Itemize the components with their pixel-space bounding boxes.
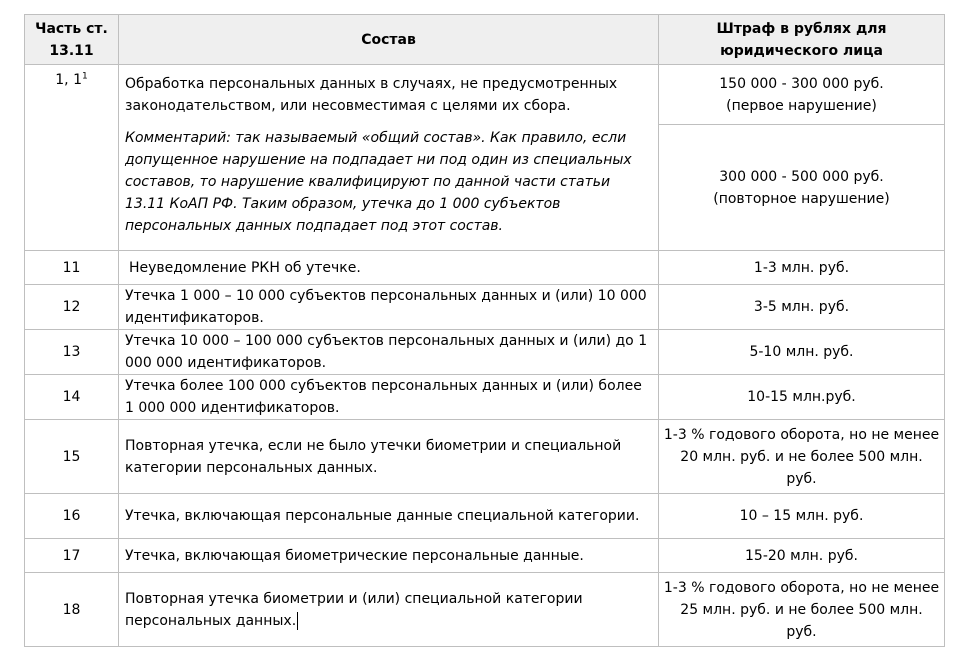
table-row (25, 539, 945, 573)
table-row (25, 494, 945, 539)
part-cell: 11 (25, 251, 119, 285)
composition-cell (119, 251, 659, 285)
part-cell: 15 (25, 420, 119, 494)
fine-repeat-note: (повторное нарушение) (713, 190, 890, 207)
fines-table (24, 14, 945, 647)
fine-repeat-amount: 300 000 - 500 000 руб. (719, 168, 884, 185)
fine-cell: 5-10 млн. руб. (659, 330, 945, 375)
part-number: 1, 1 (55, 72, 82, 88)
comment-text: Комментарий: так называемый «общий состав». Как правило, если допущенное нарушение на подпадает ни под один из специальных составов, то нарушение квалифицируют по данной части статьи 13.11 КоАП РФ. Таким образом, утечка до 1 000 субъектов персональных данных подпадает под этот состав. (125, 130, 632, 234)
part-cell: 13 (25, 330, 119, 375)
composition-cell: Утечка более 100 000 субъектов персональных данных и (или) более 1 000 000 идентификаторов. (119, 375, 659, 420)
fine-cell-repeat (659, 125, 945, 251)
table-row (25, 375, 945, 420)
table-row (25, 251, 945, 285)
table-row (25, 65, 945, 125)
composition-cell: Повторная утечка, если не было утечки биометрии и специальной категории персональных данных. (119, 420, 659, 494)
composition-cell: Утечка, включающая биометрические персональные данные. (119, 539, 659, 573)
part-cell (25, 65, 119, 251)
fine-first-note: (первое нарушение) (726, 97, 877, 114)
header-composition: Состав (119, 15, 659, 65)
part-superscript: 1 (81, 71, 88, 82)
table-row (25, 285, 945, 330)
table-row (25, 420, 945, 494)
composition-cell (119, 573, 659, 647)
fine-cell: 3-5 млн. руб. (659, 285, 945, 330)
part-cell: 12 (25, 285, 119, 330)
fine-first-amount: 150 000 - 300 000 руб. (719, 75, 884, 92)
part-cell: 16 (25, 494, 119, 539)
table-row (25, 573, 945, 647)
composition-text: Обработка персональных данных в случаях, не предусмотренных законодательством, или несовместимая с целями их сбора. (125, 76, 618, 114)
fine-cell: 1-3 % годового оборота, но не менее 20 млн. руб. и не более 500 млн. руб. (659, 420, 945, 494)
fine-cell: 1-3 % годового оборота, но не менее 25 млн. руб. и не более 500 млн. руб. (659, 573, 945, 647)
fine-cell: 10-15 млн.руб. (659, 375, 945, 420)
composition-text: Неуведомление РКН об утечке. (129, 259, 361, 276)
composition-cell: Утечка 1 000 – 10 000 субъектов персональных данных и (или) 10 000 идентификаторов. (119, 285, 659, 330)
fine-cell-first (659, 65, 945, 125)
part-cell: 14 (25, 375, 119, 420)
text-cursor (297, 612, 298, 630)
part-cell: 17 (25, 539, 119, 573)
header-part: Часть ст. 13.11 (25, 15, 119, 65)
part-cell: 18 (25, 573, 119, 647)
composition-cell (119, 65, 659, 251)
fine-cell: 1-3 млн. руб. (659, 251, 945, 285)
composition-cell: Утечка 10 000 – 100 000 субъектов персональных данных и (или) до 1 000 000 идентификаторов. (119, 330, 659, 375)
table-row (25, 330, 945, 375)
composition-cell: Утечка, включающая персональные данные специальной категории. (119, 494, 659, 539)
header-row (25, 15, 945, 65)
fine-cell: 15-20 млн. руб. (659, 539, 945, 573)
composition-text: Повторная утечка биометрии и (или) специальной категории персональных данных. (125, 590, 583, 629)
header-fine: Штраф в рублях для юридического лица (659, 15, 945, 65)
fine-cell: 10 – 15 млн. руб. (659, 494, 945, 539)
